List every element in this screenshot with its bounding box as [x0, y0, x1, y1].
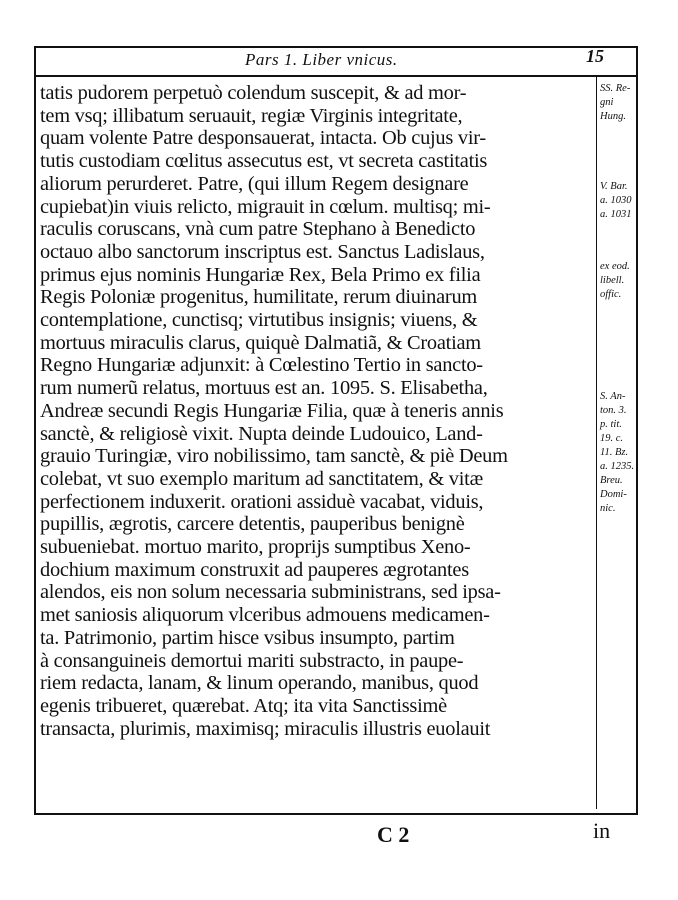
text-line: sanctè, & religiosè vixit. Nupta deinde Ludouico, Land-: [40, 422, 483, 445]
margin-note: [600, 260, 646, 302]
margin-note-line: Hung.: [600, 111, 626, 122]
margin-note-line: 11. Bz.: [600, 447, 629, 458]
page-number: 15: [586, 46, 604, 66]
margin-note-line: a. 1031: [600, 209, 632, 220]
margin-note-line: Breu.: [600, 475, 623, 486]
text-line: contemplatione, cunctisq; virtutibus insignis; viuens, &: [40, 309, 478, 332]
text-line: transacta, plurimis, maximisq; miraculis illustris euolauit: [40, 717, 491, 740]
text-line: riem redacta, lanam, & linum operando, manibus, quod: [40, 672, 479, 695]
margin-note-line: Domi-: [600, 489, 627, 500]
text-line: colebat, vt suo exemplo maritum ad sanctitatem, & vitæ: [40, 467, 483, 490]
text-line: Andreæ secundi Regis Hungariæ Filia, quæ à teneris annis: [40, 399, 504, 422]
margin-note: [600, 390, 646, 516]
margin-note-line: V. Bar.: [600, 181, 628, 192]
text-line: primus ejus nominis Hungariæ Rex, Bela Primo ex filia: [40, 263, 481, 286]
text-line: à consanguineis demortui mariti substracto, in paupe-: [40, 649, 464, 672]
margin-note-line: 19. c.: [600, 433, 624, 444]
text-line: cupiebat)in viuis relicto, migrauit in cœlum. multisq; mi-: [40, 195, 491, 218]
margin-note-line: ex eod.: [600, 261, 630, 272]
header-rule: [34, 75, 636, 77]
text-line: ta. Patrimonio, partim hisce vsibus insumpto, partim: [40, 626, 455, 649]
text-line: raculis coruscans, vnà cum patre Stephano à Benedicto: [40, 218, 476, 241]
catchword: in: [593, 818, 611, 843]
margin-note-line: a. 1235.: [600, 461, 635, 472]
text-line: Regis Poloniæ progenitus, humilitate, rerum diuinarum: [40, 286, 477, 309]
text-line: alendos, eis non solum necessaria subministrans, sed ipsa-: [40, 581, 501, 604]
text-line: octauo albo sanctorum inscriptus est. Sanctus Ladislaus,: [40, 240, 485, 263]
text-line: tem vsq; illibatum seruauit, regiæ Virginis integritate,: [40, 104, 463, 127]
text-line: perfectionem induxerit. orationi assiduè vacabat, viduis,: [40, 490, 484, 513]
margin-note-line: gni: [600, 97, 614, 108]
text-line: egenis tribueret, quærebat. Atq; ita vita Sanctissimè: [40, 694, 447, 717]
text-line: Regno Hungariæ adjunxit: à Cœlestino Tertio in sancto-: [40, 354, 483, 377]
margin-note-line: nic.: [600, 503, 616, 514]
text-line: quam volente Patre desponsauerat, intacta. Ob cujus vir-: [40, 127, 486, 150]
margin-note-line: SS. Re-: [600, 83, 631, 94]
text-line: tutis custodiam cœlitus assecutus est, vt secreta castitatis: [40, 150, 488, 173]
margin-note-line: offic.: [600, 289, 622, 300]
text-line: grauio Turingiæ, viro nobilissimo, tam sanctè, & piè Deum: [40, 445, 508, 468]
margin-column-divider: [596, 76, 597, 809]
margin-note-line: ton. 3.: [600, 405, 627, 416]
running-head: Pars 1. Liber vnicus.: [245, 50, 398, 69]
text-line: pupillis, ægrotis, carcere detentis, pauperibus benignè: [40, 513, 465, 536]
text-line: tatis pudorem perpetuò colendum suscepit, & ad mor-: [40, 82, 467, 104]
main-text-block: [40, 82, 592, 740]
margin-note-line: S. An-: [600, 391, 626, 402]
margin-note-line: p. tit.: [600, 419, 622, 430]
text-line: dochium maximum construxit ad pauperes ægrotantes: [40, 558, 469, 581]
margin-note: [600, 82, 646, 124]
text-line: subueniebat. mortuo marito, proprijs sumptibus Xeno-: [40, 536, 471, 559]
text-line: mortuus miraculis clarus, quiquè Dalmatiã, & Croatiam: [40, 331, 481, 354]
text-line: aliorum perurderet. Patre, (qui illum Regem designare: [40, 172, 469, 195]
margin-note-line: libell.: [600, 275, 625, 286]
signature-mark: C 2: [377, 822, 410, 847]
text-line: met saniosis aliquorum vlceribus admouens medicamen-: [40, 604, 490, 627]
text-line: rum numerũ relatus, mortuus est an. 1095. S. Elisabetha,: [40, 377, 488, 400]
margin-note: [600, 180, 646, 222]
margin-note-line: a. 1030: [600, 195, 632, 206]
